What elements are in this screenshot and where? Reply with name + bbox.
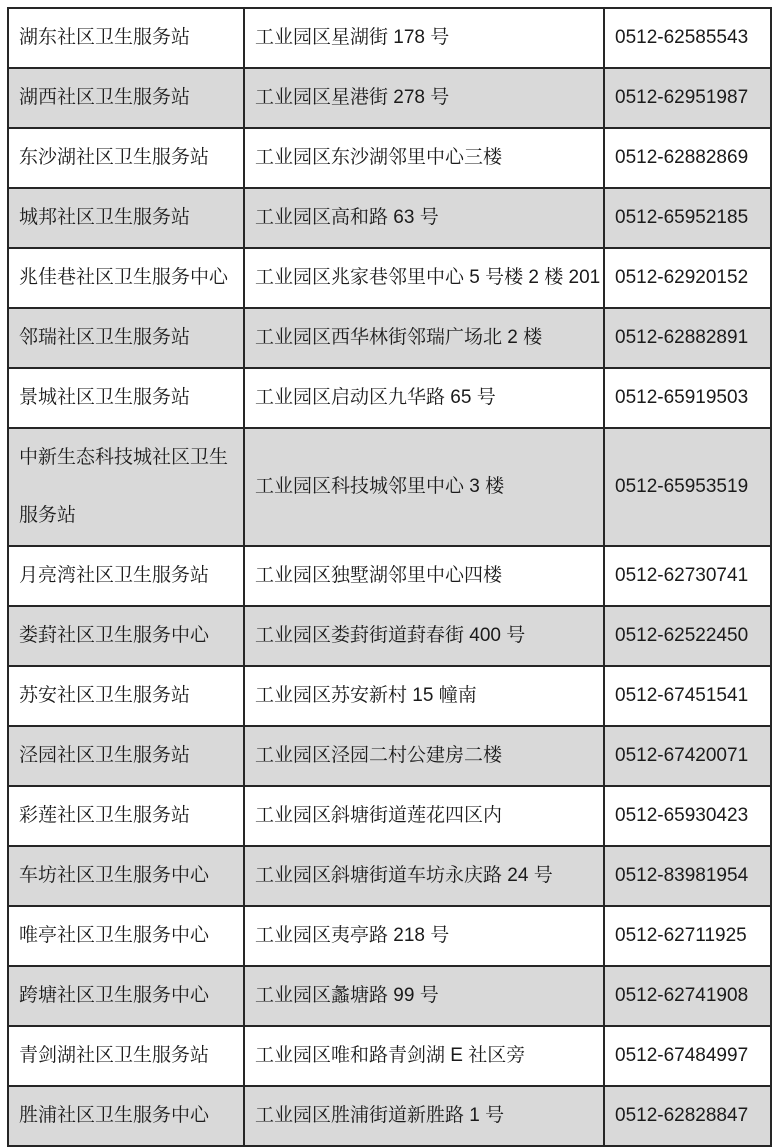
table-row — [8, 726, 771, 786]
station-name-cell: 苏安社区卫生服务站 — [8, 666, 244, 726]
station-name-cell: 车坊社区卫生服务中心 — [8, 846, 244, 906]
table-row — [8, 68, 771, 128]
station-address-cell: 工业园区独墅湖邻里中心四楼 — [244, 546, 604, 606]
station-name-cell: 月亮湾社区卫生服务站 — [8, 546, 244, 606]
station-phone-cell: 0512-83981954 — [604, 846, 771, 906]
station-phone-cell: 0512-62828847 — [604, 1086, 771, 1146]
health-stations-table-body — [8, 8, 771, 1146]
station-phone-cell: 0512-65930423 — [604, 786, 771, 846]
station-address-cell: 工业园区东沙湖邻里中心三楼 — [244, 128, 604, 188]
station-address-cell: 工业园区科技城邻里中心 3 楼 — [244, 428, 604, 546]
station-address-cell: 工业园区蠡塘路 99 号 — [244, 966, 604, 1026]
station-address-cell: 工业园区斜塘街道莲花四区内 — [244, 786, 604, 846]
station-phone-cell: 0512-62741908 — [604, 966, 771, 1026]
station-name-cell: 青剑湖社区卫生服务站 — [8, 1026, 244, 1086]
station-address-cell: 工业园区星港街 278 号 — [244, 68, 604, 128]
table-row — [8, 428, 771, 546]
station-phone-cell: 0512-67484997 — [604, 1026, 771, 1086]
station-phone-cell: 0512-62711925 — [604, 906, 771, 966]
station-address-cell: 工业园区胜浦街道新胜路 1 号 — [244, 1086, 604, 1146]
station-name-cell: 唯亭社区卫生服务中心 — [8, 906, 244, 966]
station-phone-cell: 0512-65952185 — [604, 188, 771, 248]
table-row — [8, 248, 771, 308]
station-phone-cell: 0512-62882891 — [604, 308, 771, 368]
table-row — [8, 966, 771, 1026]
station-address-cell: 工业园区兆家巷邻里中心 5 号楼 2 楼 201 — [244, 248, 604, 308]
station-phone-cell: 0512-62730741 — [604, 546, 771, 606]
table-row — [8, 368, 771, 428]
station-name-cell: 湖东社区卫生服务站 — [8, 8, 244, 68]
station-name-cell: 胜浦社区卫生服务中心 — [8, 1086, 244, 1146]
station-phone-cell: 0512-62522450 — [604, 606, 771, 666]
station-phone-cell: 0512-65919503 — [604, 368, 771, 428]
station-name-cell: 中新生态科技城社区卫生服务站 — [8, 428, 244, 546]
station-address-cell: 工业园区泾园二村公建房二楼 — [244, 726, 604, 786]
station-phone-cell: 0512-62585543 — [604, 8, 771, 68]
station-address-cell: 工业园区唯和路青剑湖 E 社区旁 — [244, 1026, 604, 1086]
station-name-cell: 东沙湖社区卫生服务站 — [8, 128, 244, 188]
station-name-cell: 兆佳巷社区卫生服务中心 — [8, 248, 244, 308]
station-phone-cell: 0512-62920152 — [604, 248, 771, 308]
station-address-cell: 工业园区启动区九华路 65 号 — [244, 368, 604, 428]
station-phone-cell: 0512-67420071 — [604, 726, 771, 786]
station-address-cell: 工业园区斜塘街道车坊永庆路 24 号 — [244, 846, 604, 906]
table-row — [8, 786, 771, 846]
station-address-cell: 工业园区西华林街邻瑞广场北 2 楼 — [244, 308, 604, 368]
station-name-cell: 湖西社区卫生服务站 — [8, 68, 244, 128]
station-name-cell: 娄葑社区卫生服务中心 — [8, 606, 244, 666]
station-address-cell: 工业园区夷亭路 218 号 — [244, 906, 604, 966]
station-name-cell: 彩莲社区卫生服务站 — [8, 786, 244, 846]
table-row — [8, 906, 771, 966]
station-name-cell: 景城社区卫生服务站 — [8, 368, 244, 428]
table-row — [8, 606, 771, 666]
table-row — [8, 846, 771, 906]
station-address-cell: 工业园区星湖街 178 号 — [244, 8, 604, 68]
station-name-cell: 泾园社区卫生服务站 — [8, 726, 244, 786]
table-row — [8, 666, 771, 726]
table-row — [8, 546, 771, 606]
station-name-cell: 跨塘社区卫生服务中心 — [8, 966, 244, 1026]
table-row — [8, 8, 771, 68]
station-phone-cell: 0512-62882869 — [604, 128, 771, 188]
health-stations-table — [7, 7, 772, 1147]
station-name-cell: 邻瑞社区卫生服务站 — [8, 308, 244, 368]
station-name-cell: 城邦社区卫生服务站 — [8, 188, 244, 248]
table-row — [8, 1086, 771, 1146]
table-row — [8, 188, 771, 248]
station-address-cell: 工业园区娄葑街道葑春街 400 号 — [244, 606, 604, 666]
station-phone-cell: 0512-67451541 — [604, 666, 771, 726]
station-address-cell: 工业园区苏安新村 15 幢南 — [244, 666, 604, 726]
station-phone-cell: 0512-62951987 — [604, 68, 771, 128]
station-address-cell: 工业园区高和路 63 号 — [244, 188, 604, 248]
table-row — [8, 128, 771, 188]
table-row — [8, 1026, 771, 1086]
table-row — [8, 308, 771, 368]
station-phone-cell: 0512-65953519 — [604, 428, 771, 546]
